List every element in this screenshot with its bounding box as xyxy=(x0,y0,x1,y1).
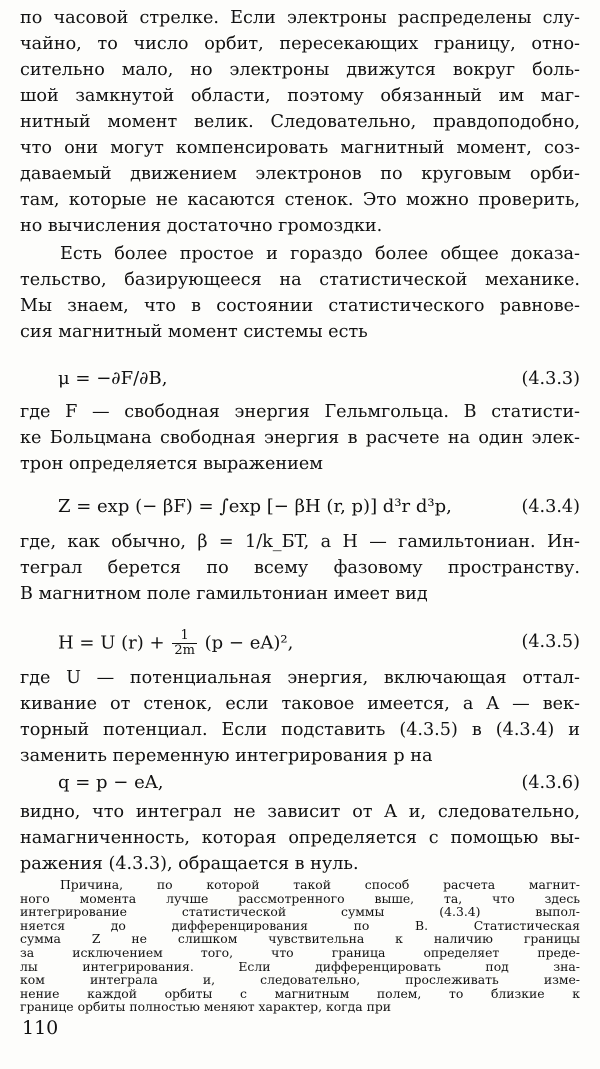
text-line: тельство, базирующееся на статистической механике. xyxy=(20,270,580,290)
equation-number: (4.3.6) xyxy=(521,773,580,793)
equation-number: (4.3.3) xyxy=(521,369,580,389)
text-line: ком интеграла и, следовательно, прослеживать изме- xyxy=(20,972,580,988)
text-line: сительно мало, но электроны движутся вокруг боль- xyxy=(20,60,580,80)
text-line: интегрирование статистической суммы (4.3.4) выпол- xyxy=(20,904,580,920)
text-line: где U — потенциальная энергия, включающая оттал- xyxy=(20,668,580,688)
equation-formula: q = p − eA, xyxy=(58,772,164,793)
text-line: ке Больцмана свободная энергия в расчете на один элек- xyxy=(20,428,580,448)
text-line: трон определяется выражением xyxy=(20,454,323,474)
text-line: В магнитном поле гамильтониан имеет вид xyxy=(20,584,428,604)
text-line: сумма Z не слишком чувствительна к наличию границы xyxy=(20,931,580,947)
page-number: 110 xyxy=(22,1017,59,1039)
fraction-denominator: 2m xyxy=(174,643,195,658)
text-line: лы интегрирования. Если дифференцировать под зна- xyxy=(20,958,580,974)
text-line: нитный момент велик. Следовательно, правдоподобно, xyxy=(20,112,580,132)
text-line: что они могут компенсировать магнитный момент, соз- xyxy=(20,138,580,158)
text-line: где, как обычно, β = 1/k_БT, а H — гамильтониан. Ин- xyxy=(20,532,580,552)
text-line: кивание от стенок, если таковое имеется, а A — век- xyxy=(20,694,580,714)
text-line: за исключением того, что граница определяет преде- xyxy=(20,945,580,960)
text-line: няется до дифференцирования по B. Статистическая xyxy=(20,917,580,933)
text-line: Мы знаем, что в состоянии статистического равнове- xyxy=(20,296,580,316)
equation-number: (4.3.5) xyxy=(521,632,580,652)
text-line: теграл берется по всему фазовому пространству. xyxy=(20,558,580,578)
text-line: Причина, по которой такой способ расчета магнит- xyxy=(60,877,580,892)
fraction-numerator: 1 xyxy=(172,629,197,644)
text-line: чайно, то число орбит, пересекающих границу, отно- xyxy=(20,34,580,54)
equation-right: (p − eA)², xyxy=(204,632,294,654)
text-line: там, которые не касаются стенок. Это можно проверить, xyxy=(20,190,580,210)
text-line: торный потенциал. Если подставить (4.3.5) в (4.3.4) и xyxy=(20,720,580,740)
text-line: нение каждой орбиты с магнитным полем, то близкие к xyxy=(20,985,580,1001)
equation-formula: μ = −∂F/∂B, xyxy=(58,368,168,389)
text-line: ного момента лучше рассмотренного выше, та, что здесь xyxy=(20,890,580,906)
text-line: даваемый движением электронов по круговым орби- xyxy=(20,164,580,184)
fraction xyxy=(172,629,197,658)
text-line: где F — свободная энергия Гельмгольца. В статисти- xyxy=(20,402,580,422)
text-line: но вычисления достаточно громоздки. xyxy=(20,216,383,236)
equation-number: (4.3.4) xyxy=(521,497,580,517)
text-line: намагниченность, которая определяется с помощью вы- xyxy=(20,828,580,848)
equation-left: H = U (r) + xyxy=(58,632,165,654)
equation-formula: Z = exp (− βF) = ∫exp [− βH (r, p)] d³r d³p, xyxy=(58,496,452,517)
equation-4-3-5 xyxy=(58,622,580,662)
text-line: шой замкнутой области, поэтому обязанный им маг- xyxy=(20,86,580,106)
text-line: сия магнитный момент системы есть xyxy=(20,322,368,342)
text-line: Есть более простое и гораздо более общее доказа- xyxy=(60,244,580,264)
text-line: ражения (4.3.3), обращается в нуль. xyxy=(20,854,359,874)
text-line: видно, что интеграл не зависит от A и, следовательно, xyxy=(20,802,580,822)
text-line: границе орбиты полностью меняют характер, когда при xyxy=(20,999,392,1015)
text-line: заменить переменную интегрирования p на xyxy=(20,746,433,766)
text-line: по часовой стрелке. Если электроны распределены слу- xyxy=(20,8,580,28)
equation-formula xyxy=(58,629,293,658)
